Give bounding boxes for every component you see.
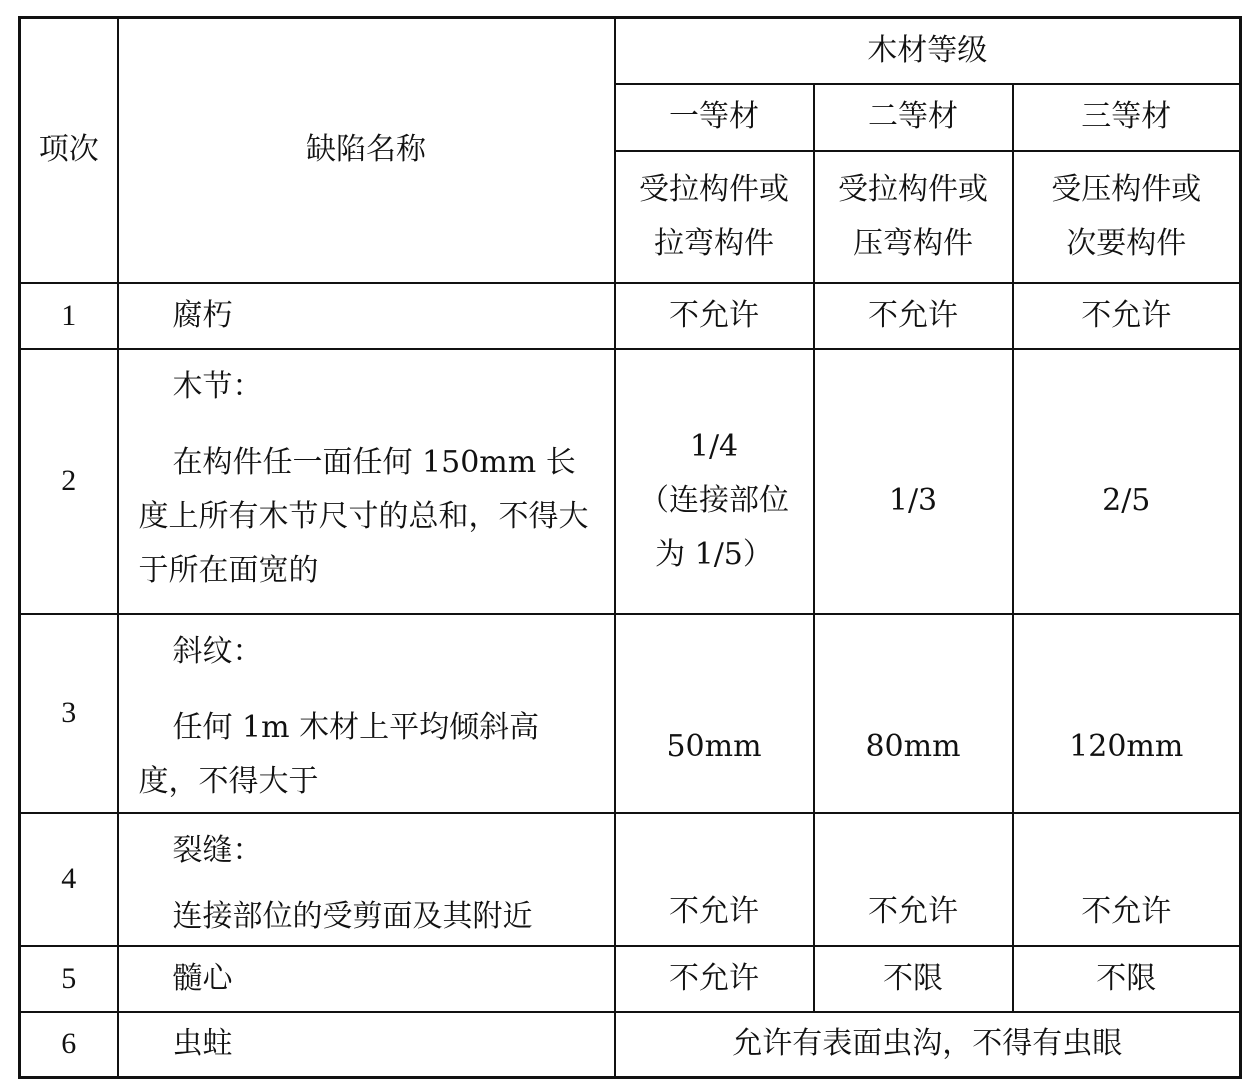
defect-description: 在构件任一面任何 150mm 长度上所有木节尺寸的总和，不得大于所在面宽的 xyxy=(138,444,589,588)
header-use-1-line-1: 受拉构件或 xyxy=(639,171,789,207)
defect-cell xyxy=(118,349,615,614)
table-row xyxy=(20,349,1241,614)
header-row-1 xyxy=(20,18,1241,84)
defect-cell xyxy=(118,813,615,946)
grade-3-value: 不限 xyxy=(1013,946,1241,1012)
defect-description: 任何 1m 木材上平均倾斜高度，不得大于 xyxy=(138,709,540,799)
grade-1-value-line-1: 1/4 xyxy=(689,429,739,464)
grade-2-value: 80mm xyxy=(814,614,1013,813)
table-row xyxy=(20,283,1241,349)
header-use-1 xyxy=(615,151,814,283)
row-index: 3 xyxy=(20,614,118,813)
grade-1-value-line-3: 为 1/5） xyxy=(655,537,773,572)
grade-3-value: 2/5 xyxy=(1013,349,1241,614)
header-use-2 xyxy=(814,151,1013,283)
defect-name: 髓心 xyxy=(118,946,615,1012)
defect-description: 连接部位的受剪面及其附近 xyxy=(172,898,533,934)
header-use-3-line-1: 受压构件或 xyxy=(1051,171,1202,207)
row-index: 1 xyxy=(20,283,118,349)
header-use-3 xyxy=(1013,151,1241,283)
defect-title: 木节： xyxy=(172,368,263,404)
grade-3-value: 120mm xyxy=(1013,614,1241,813)
row-index: 6 xyxy=(20,1012,118,1078)
table-row xyxy=(20,1012,1241,1078)
header-grade-1: 一等材 xyxy=(615,84,814,151)
row-index: 2 xyxy=(20,349,118,614)
grade-1-value: 不允许 xyxy=(615,283,814,349)
table-row xyxy=(20,614,1241,813)
table-row xyxy=(20,946,1241,1012)
grade-2-value: 不限 xyxy=(814,946,1013,1012)
defect-grade-table-wrapper xyxy=(18,16,1239,1079)
grade-1-value: 不允许 xyxy=(615,946,814,1012)
grade-2-value: 不允许 xyxy=(814,283,1013,349)
header-use-2-line-1: 受拉构件或 xyxy=(838,171,988,207)
row-index: 5 xyxy=(20,946,118,1012)
table-row xyxy=(20,813,1241,946)
header-use-3-line-2: 次要构件 xyxy=(1066,225,1187,261)
defect-title: 裂缝： xyxy=(172,832,263,868)
grade-1-value-line-2: （连接部位 xyxy=(639,483,789,518)
header-defect-name: 缺陷名称 xyxy=(118,18,615,283)
header-grade-2: 二等材 xyxy=(814,84,1013,151)
grade-1-value: 不允许 xyxy=(615,813,814,946)
grade-1-value xyxy=(615,349,814,614)
grade-1-value: 50mm xyxy=(615,614,814,813)
defect-title: 斜纹： xyxy=(172,633,263,669)
defect-name: 虫蛀 xyxy=(118,1012,615,1078)
header-use-1-line-2: 拉弯构件 xyxy=(654,225,774,261)
defect-grade-table xyxy=(18,16,1242,1079)
grade-3-value: 不允许 xyxy=(1013,283,1241,349)
defect-cell xyxy=(118,614,615,813)
merged-grade-value: 允许有表面虫沟，不得有虫眼 xyxy=(615,1012,1241,1078)
grade-2-value: 1/3 xyxy=(814,349,1013,614)
grade-2-value: 不允许 xyxy=(814,813,1013,946)
header-grade-group: 木材等级 xyxy=(615,18,1241,84)
header-index: 项次 xyxy=(20,18,118,283)
grade-3-value: 不允许 xyxy=(1013,813,1241,946)
row-index: 4 xyxy=(20,813,118,946)
header-grade-3: 三等材 xyxy=(1013,84,1241,151)
defect-name: 腐朽 xyxy=(118,283,615,349)
header-use-2-line-2: 压弯构件 xyxy=(853,225,973,261)
